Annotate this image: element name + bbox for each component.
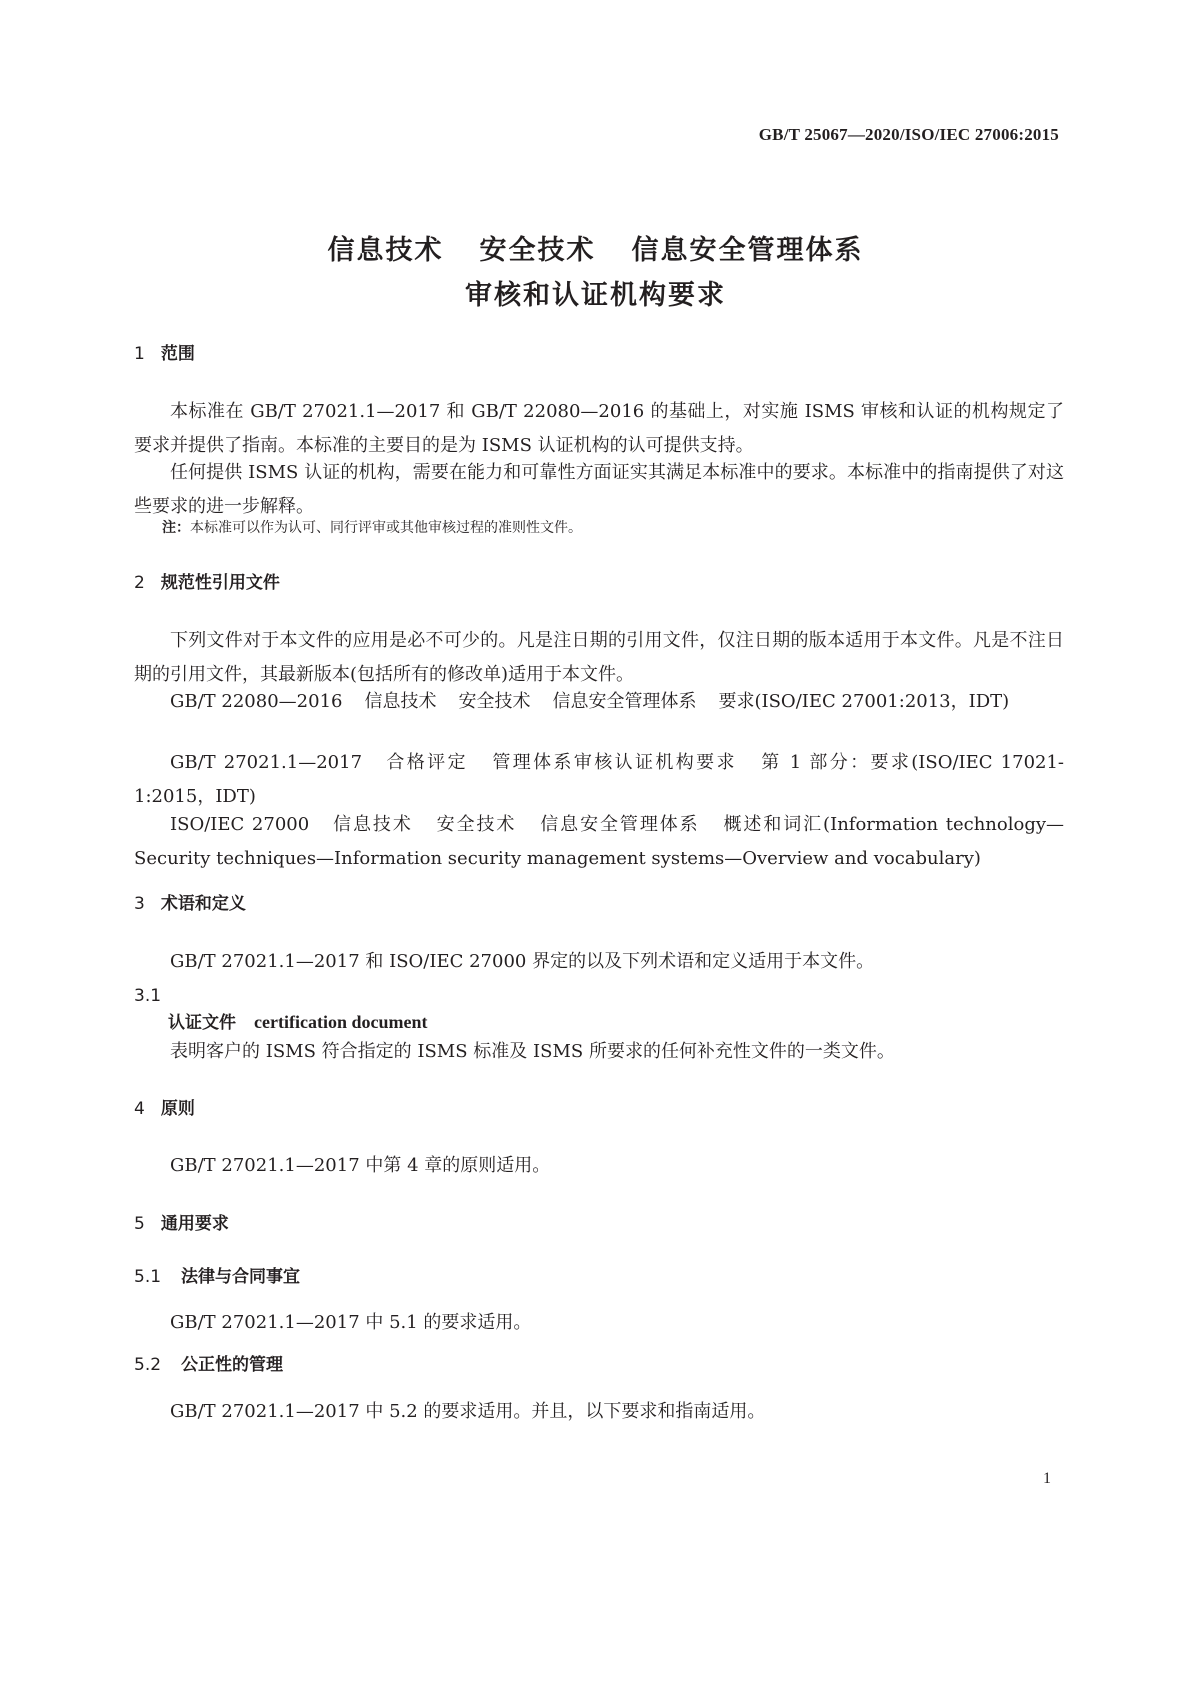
section-4-paragraph-1: GB/T 27021.1—2017 中第 4 章的原则适用。 <box>170 1155 551 1176</box>
title-part: 信息安全管理体系 <box>631 235 864 266</box>
reference-title-part: 信息安全管理体系 <box>552 691 697 712</box>
section-2-paragraph-1: 下列文件对于本文件的应用是必不可少的。凡是注日期的引用文件，仅注日期的版本适用于本文件。凡是不注日期的引用文件，其最新版本(包括所有的修改单)适用于本文件。 <box>134 630 1064 685</box>
term-number: 3.1 <box>134 986 162 1006</box>
reference-title-part: 要求(ISO/IEC 27001:2013，IDT) <box>718 691 1010 712</box>
normative-reference <box>134 746 1064 814</box>
term-chinese: 认证文件 <box>168 1013 236 1033</box>
section-5-1-heading <box>134 1265 1064 1289</box>
document-title-line-1 <box>0 228 1191 267</box>
standard-code-header: GB/T 25067—2020/ISO/IEC 27006:2015 <box>758 125 1059 144</box>
section-title: 范围 <box>160 344 195 364</box>
page-number: 1 <box>1043 1470 1051 1487</box>
reference-title-part: 安全技术 <box>458 691 531 712</box>
section-1-heading <box>134 342 1064 366</box>
reference-title-part: 信息安全管理体系 <box>538 814 700 835</box>
section-title: 公正性的管理 <box>181 1355 284 1375</box>
reference-code: GB/T 22080—2016 <box>170 691 343 712</box>
reference-code: ISO/IEC 27000 <box>170 814 310 835</box>
section-title: 原则 <box>160 1099 195 1119</box>
reference-title-part: 管理体系审核认证机构要求 <box>489 752 737 773</box>
section-number: 3 <box>134 894 145 914</box>
term-entry <box>134 1009 1098 1036</box>
section-number: 2 <box>134 573 145 593</box>
section-1-paragraph-2: 任何提供 ISMS 认证的机构，需要在能力和可靠性方面证实其满足本标准中的要求。本标准中的指南提供了对这些要求的进一步解释。 <box>134 462 1064 517</box>
reference-title-part: 安全技术 <box>434 814 517 835</box>
section-title: 通用要求 <box>160 1214 229 1234</box>
section-title: 规范性引用文件 <box>160 573 280 593</box>
normative-reference <box>134 808 1064 876</box>
reference-title-part: 第 1 部分：要求(ISO/IEC 17021-1:2015，IDT) <box>134 752 1065 807</box>
section-number: 1 <box>134 344 145 364</box>
section-5-1-paragraph-1: GB/T 27021.1—2017 中 5.1 的要求适用。 <box>170 1312 532 1333</box>
note-text: 本标准可以作为认可、同行评审或其他审核过程的准则性文件。 <box>190 520 582 536</box>
document-title-line-2: 审核和认证机构要求 <box>465 280 726 311</box>
term-definition: 表明客户的 ISMS 符合指定的 ISMS 标准及 ISMS 所要求的任何补充性文件的一类文件。 <box>170 1041 895 1062</box>
reference-title-part: 合格评定 <box>384 752 468 773</box>
reference-title-part: 概述和词汇(Information technology—Security techniques—Information security management systems—Overview and vocabulary) <box>134 814 1065 869</box>
section-1-paragraph-1: 本标准在 GB/T 27021.1—2017 和 GB/T 22080—2016 的基础上，对实施 ISMS 审核和认证的机构规定了要求并提供了指南。本标准的主要目的是为 ISMS 认证机构的认可提供支持。 <box>134 401 1064 456</box>
section-number: 5.1 <box>134 1267 162 1287</box>
section-1-note <box>134 518 1092 538</box>
section-number: 5.2 <box>134 1355 162 1375</box>
section-2-heading <box>134 571 1064 595</box>
section-5-2-heading <box>134 1353 1064 1377</box>
section-3-paragraph-1: GB/T 27021.1—2017 和 ISO/IEC 27000 界定的以及下列术语和定义适用于本文件。 <box>170 951 875 972</box>
reference-code: GB/T 27021.1—2017 <box>170 752 363 773</box>
section-number: 4 <box>134 1099 145 1119</box>
title-part: 安全技术 <box>479 235 596 266</box>
reference-title-part: 信息技术 <box>364 691 437 712</box>
section-title: 术语和定义 <box>160 894 246 914</box>
title-part: 信息技术 <box>327 235 444 266</box>
note-label: 注： <box>162 520 190 536</box>
normative-reference <box>134 685 1064 719</box>
section-title: 法律与合同事宜 <box>181 1267 301 1287</box>
section-5-2-paragraph-1: GB/T 27021.1—2017 中 5.2 的要求适用。并且，以下要求和指南适用。 <box>170 1401 766 1422</box>
section-3-heading <box>134 892 1064 916</box>
section-5-heading <box>134 1212 1064 1236</box>
term-english: certification document <box>254 1012 428 1032</box>
section-number: 5 <box>134 1214 145 1234</box>
reference-title-part: 信息技术 <box>331 814 413 835</box>
section-4-heading <box>134 1097 1064 1121</box>
